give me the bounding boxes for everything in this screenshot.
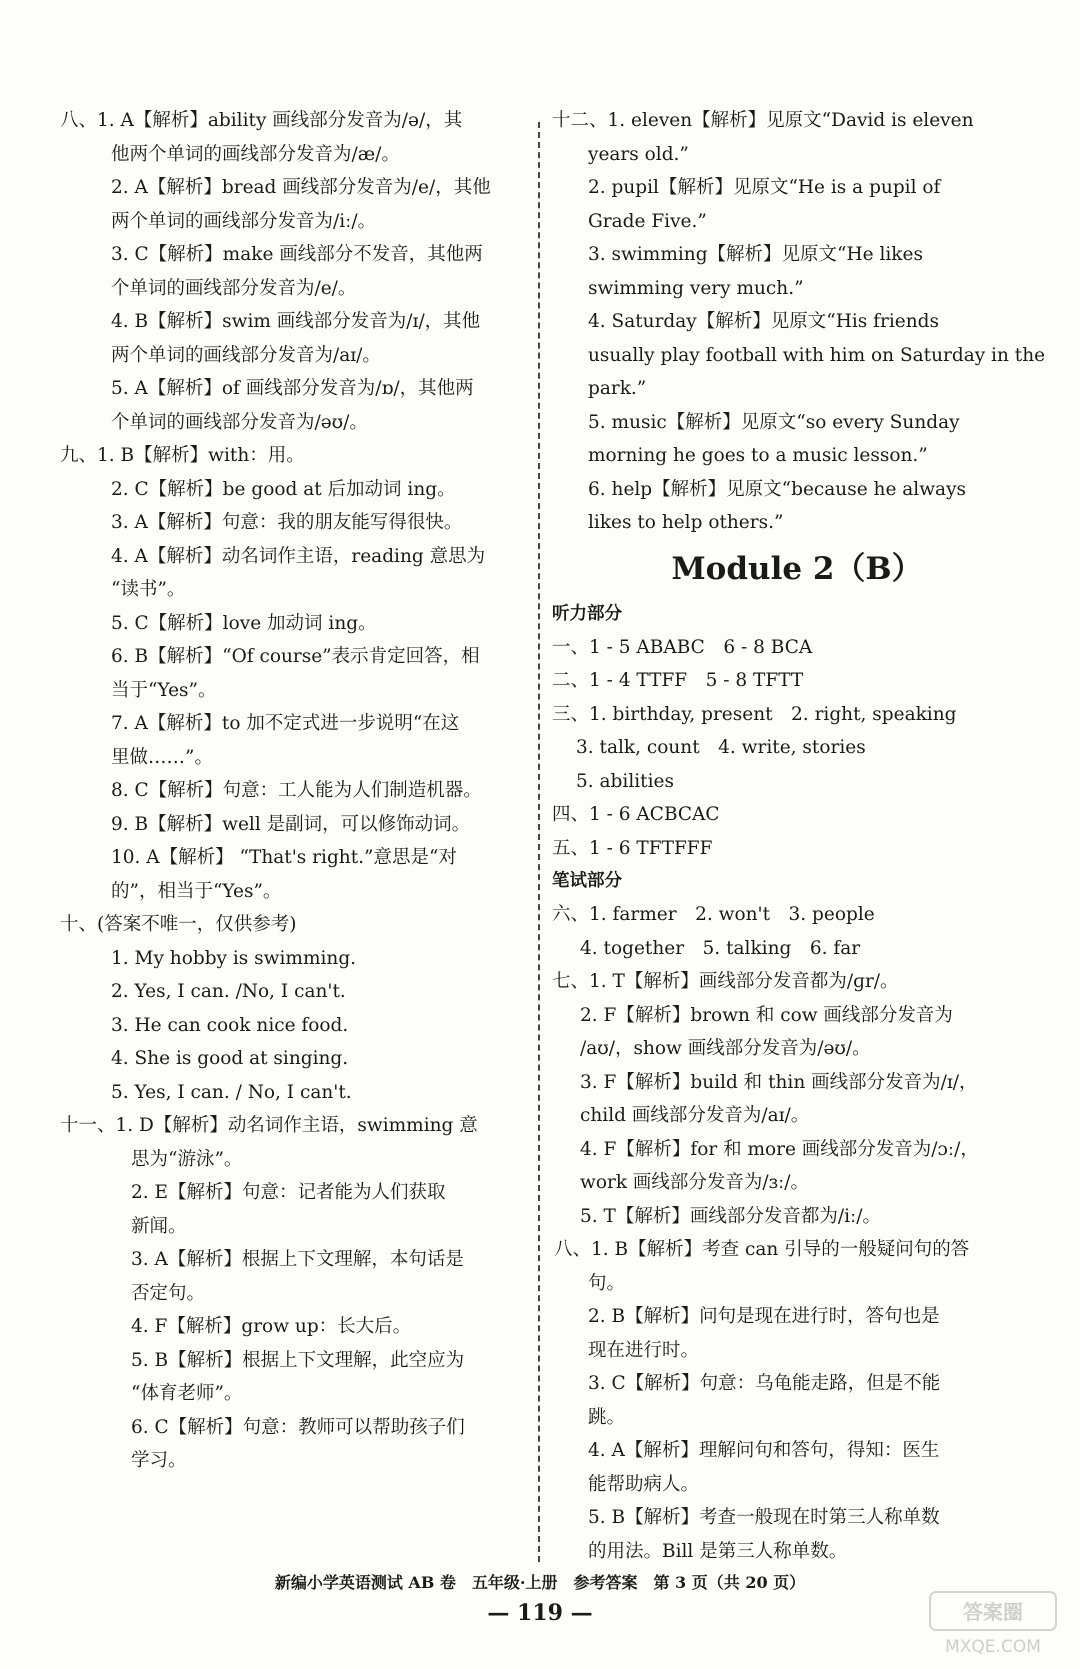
answer-line: 4. A【解析】理解问句和答句，得知：医生 (588, 1440, 940, 1461)
answer-line: morning he goes to a music lesson.” (588, 445, 928, 466)
answer-line: 2. pupil【解析】见原文“He is a pupil of (588, 177, 941, 198)
answer-line: 三、1. birthday, present 2. right, speaking (552, 703, 957, 725)
answer-line: 个单词的画线部分发音为/əʊ/。 (111, 411, 368, 433)
answer-line: likes to help others.” (588, 512, 784, 533)
answer-line: Grade Five.” (588, 210, 707, 232)
answer-line: 5. T【解析】画线部分发音都为/iː/。 (580, 1205, 881, 1227)
answer-line: park.” (588, 378, 647, 399)
answer-line: 2. E【解析】句意：记者能为人们获取 (131, 1182, 446, 1203)
answer-line: 5. Yes, I can. / No, I can't. (111, 1081, 352, 1103)
answer-line: 4. Saturday【解析】见原文“His friends (588, 311, 939, 332)
answer-line: 七、1. T【解析】画线部分发音都为/ɡr/。 (552, 971, 899, 992)
answer-line: 3. C【解析】make 画线部分不发音，其他两 (111, 244, 483, 265)
answer-line: 6. help【解析】见原文“because he always (588, 478, 967, 500)
answer-line: 思为“游泳”。 (131, 1148, 243, 1170)
answer-line: usually play football with him on Saturday in the (588, 344, 1046, 366)
answer-line: 的用法。Bill 是第三人称单数。 (588, 1540, 848, 1562)
right-column (552, 104, 1046, 1568)
answer-line: 现在进行时。 (588, 1339, 700, 1361)
answer-line: 他两个单词的画线部分发音为/æ/。 (111, 143, 400, 165)
answer-line: 3. C【解析】句意：乌龟能走路，但是不能 (588, 1373, 941, 1394)
answer-line: 两个单词的画线部分发音为/iː/。 (111, 210, 377, 232)
answer-line: 2. F【解析】brown 和 cow 画线部分发音为 (580, 1004, 953, 1026)
answer-line: 4. A【解析】动名词作主语，reading 意思为 (111, 545, 486, 567)
answer-line: 四、1 - 6 ACBCAC (552, 804, 720, 825)
answer-line: 能帮助病人。 (588, 1473, 700, 1495)
answer-line: 3. He can cook nice food. (111, 1014, 349, 1036)
answer-line: 6. C【解析】句意：教师可以帮助孩子们 (131, 1416, 465, 1438)
answer-line: 3. A【解析】根据上下文理解，本句话是 (131, 1249, 464, 1270)
column-divider (538, 122, 540, 1562)
answer-line: 二、1 - 4 TTFF 5 - 8 TFTT (552, 670, 804, 691)
answer-line: 6. B【解析】“Of course”表示肯定回答，相 (111, 646, 480, 667)
answer-line: 2. Yes, I can. /No, I can't. (111, 981, 346, 1002)
answer-line: 九、1. B【解析】with：用。 (60, 445, 305, 466)
answer-line: 2. B【解析】问句是现在进行时，答句也是 (588, 1306, 940, 1327)
answer-line: 3. talk, count 4. write, stories (576, 737, 866, 758)
page-number: — 119 — (487, 1600, 593, 1626)
answer-line: 一、1 - 5 ABABC 6 - 8 BCA (552, 636, 813, 658)
answer-line: 八、1. A【解析】ability 画线部分发音为/ə/，其 (60, 110, 463, 131)
answer-line: /aʊ/，show 画线部分发音为/əʊ/。 (580, 1038, 871, 1059)
listening-section-label: 听力部分 (552, 603, 622, 624)
listening-answers (552, 631, 1022, 866)
answer-line: 4. B【解析】swim 画线部分发音为/ɪ/，其他 (111, 311, 481, 332)
answer-line: 里做……”。 (111, 746, 213, 768)
writing-section-label: 笔试部分 (552, 871, 622, 891)
answer-line: 9. B【解析】well 是副词，可以修饰动词。 (111, 813, 471, 835)
answer-line: 十一、1. D【解析】动名词作主语，swimming 意 (60, 1115, 478, 1136)
watermark-text: 答案圈 (963, 1600, 1023, 1624)
answer-line: 5. B【解析】考查一般现在时第三人称单数 (588, 1507, 940, 1528)
module-title: Module 2（B） (671, 550, 923, 587)
answer-line: 2. C【解析】be good at 后加动词 ing。 (111, 478, 456, 500)
answer-line: years old.” (588, 143, 689, 165)
section-twelve (552, 104, 1046, 540)
answer-line: 7. A【解析】to 加不定式进一步说明“在这 (111, 713, 460, 734)
watermark-logo (928, 1588, 1058, 1660)
answer-line: 八、1. B【解析】考查 can 引导的一般疑问句的答 (554, 1239, 970, 1260)
answer-line: child 画线部分发音为/aɪ/。 (580, 1105, 810, 1126)
answer-line: 句。 (588, 1272, 626, 1294)
left-column (60, 104, 525, 1478)
answer-line: 否定句。 (131, 1282, 206, 1304)
answer-line: 新闻。 (131, 1215, 187, 1237)
watermark-url: MXQE.COM (945, 1637, 1041, 1657)
answer-line: 4. F【解析】grow up：长大后。 (131, 1316, 412, 1337)
answer-line: 5. B【解析】根据上下文理解，此空应为 (131, 1349, 465, 1371)
answer-line: 个单词的画线部分发音为/e/。 (111, 277, 357, 299)
answer-line: 3. swimming【解析】见原文“He likes (588, 244, 923, 265)
answer-line: 两个单词的画线部分发音为/aɪ/。 (111, 344, 381, 366)
answer-line: 1. My hobby is swimming. (111, 947, 357, 969)
answer-line: 10. A【解析】 “That's right.”意思是“对 (111, 847, 457, 868)
answer-line: 学习。 (131, 1450, 187, 1471)
answer-line: 8. C【解析】句意：工人能为人们制造机器。 (111, 780, 482, 801)
answer-line: swimming very much.” (588, 277, 804, 299)
answer-line: 3. F【解析】build 和 thin 画线部分发音为/ɪ/， (580, 1071, 978, 1093)
answer-line: “读书”。 (111, 579, 186, 600)
answer-line: 5. abilities (576, 770, 674, 792)
answer-line: work 画线部分发音为/ɜː/。 (580, 1172, 810, 1193)
answer-line: 十二、1. eleven【解析】见原文“David is eleven (552, 110, 974, 131)
answer-line: 3. A【解析】句意：我的朋友能写得很快。 (111, 512, 463, 533)
answer-line: “体育老师”。 (131, 1383, 243, 1404)
answer-line: 4. F【解析】for 和 more 画线部分发音为/ɔː/， (580, 1138, 979, 1160)
answer-line: 5. C【解析】love 加动词 ing。 (111, 612, 377, 634)
answer-line: 4. together 5. talking 6. far (580, 937, 861, 959)
answer-line: 五、1 - 6 TFTFFF (552, 837, 713, 859)
page-footer: 新编小学英语测试 AB 卷 五年级·上册 参考答案 第 3 页（共 20 页） (274, 1573, 806, 1592)
answer-line: 2. A【解析】bread 画线部分发音为/e/，其他 (111, 177, 491, 198)
answer-line: 5. music【解析】见原文“so every Sunday (588, 411, 960, 433)
answer-line: 十、(答案不唯一，仅供参考) (60, 914, 297, 935)
answer-line: 5. A【解析】of 画线部分发音为/ɒ/，其他两 (111, 378, 474, 399)
answer-line: 当于“Yes”。 (111, 679, 217, 701)
answer-line: 六、1. farmer 2. won't 3. people (552, 904, 875, 925)
writing-answers (552, 898, 1022, 1568)
answer-line: 的”，相当于“Yes”。 (111, 880, 282, 902)
answer-line: 跳。 (588, 1406, 626, 1428)
answer-line: 4. She is good at singing. (111, 1048, 349, 1069)
